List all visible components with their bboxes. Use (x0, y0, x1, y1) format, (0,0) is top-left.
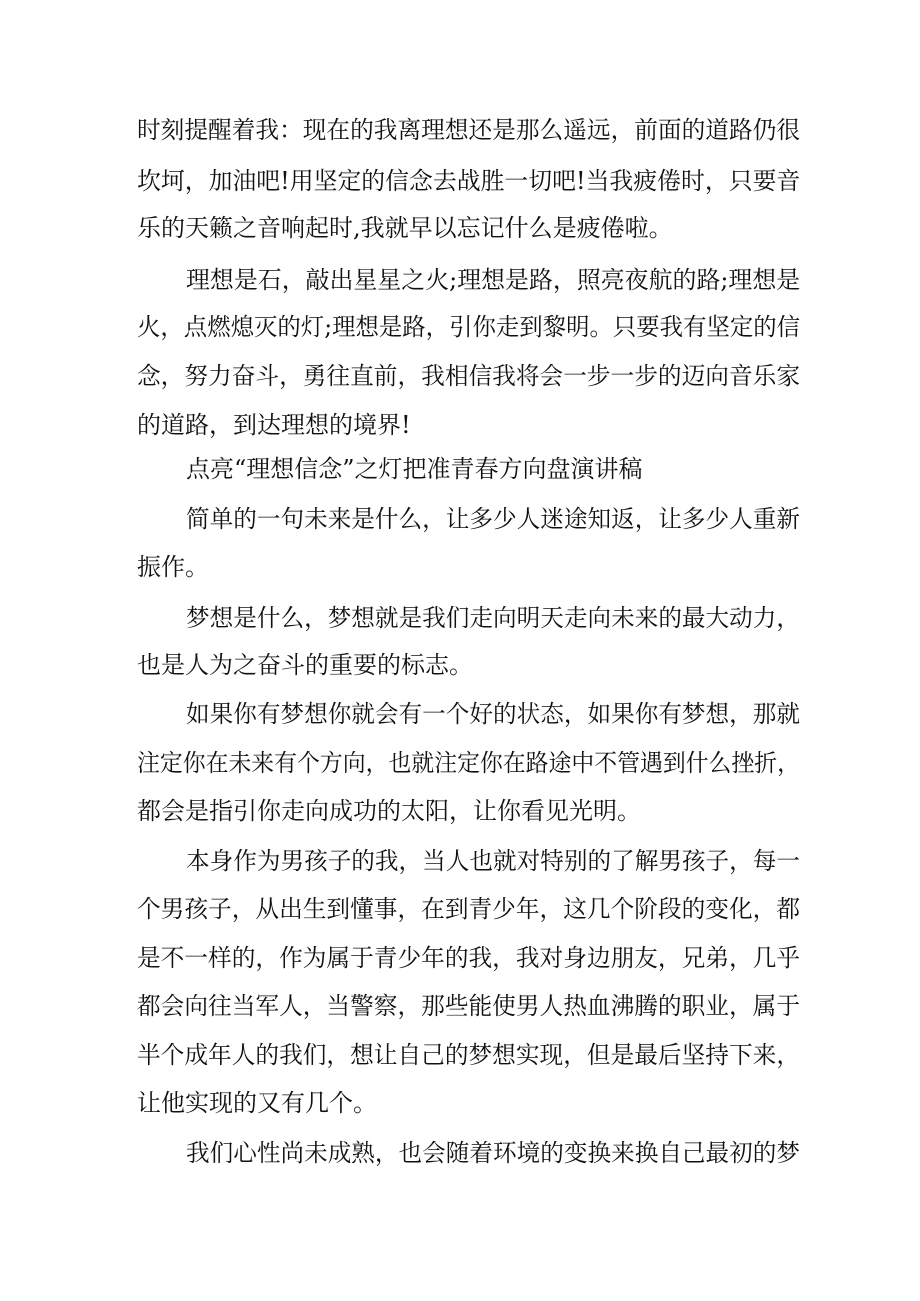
paragraph-6-line-3: 是不一样的，作为属于青少年的我，我对身边朋友，兄弟，几乎 (137, 944, 800, 972)
paragraph-6-line-5: 半个成年人的我们，想让自己的梦想实现，但是最后坚持下来， (137, 1041, 800, 1069)
paragraph-1-line-3: 乐的天籁之音响起时,我就早以忘记什么是疲倦啦。 (137, 214, 673, 242)
paragraph-7-line-1: 我们心性尚未成熟，也会随着环境的变换来换自己最初的梦 (186, 1139, 801, 1167)
paragraph-2-line-2: 火，点燃熄灭的灯;理想是路，引你走到黎明。只要我有坚定的信 (137, 313, 801, 341)
paragraph-1-line-2: 坎坷，加油吧!用坚定的信念去战胜一切吧!当我疲倦时，只要音 (137, 167, 801, 195)
paragraph-3-line-2: 振作。 (137, 553, 209, 581)
paragraph-4-line-2: 也是人为之奋斗的重要的标志。 (137, 651, 473, 679)
paragraph-5-line-3: 都会是指引你走向成功的太阳，让你看见光明。 (137, 797, 641, 825)
paragraph-5-line-1: 如果你有梦想你就会有一个好的状态，如果你有梦想，那就 (186, 700, 801, 728)
paragraph-6-line-4: 都会向往当军人，当警察，那些能使男人热血沸腾的职业，属于 (137, 992, 800, 1020)
paragraph-1-line-1: 时刻提醒着我：现在的我离理想还是那么遥远，前面的道路仍很 (137, 116, 800, 144)
paragraph-2-line-4: 的道路，到达理想的境界! (137, 411, 411, 439)
paragraph-2-line-1: 理想是石，敲出星星之火;理想是路，照亮夜航的路;理想是 (186, 266, 801, 294)
paragraph-5-line-2: 注定你在未来有个方向，也就注定你在路途中不管遇到什么挫折， (137, 749, 801, 777)
section-title: 点亮“理想信念”之灯把准青春方向盘演讲稿 (186, 455, 643, 483)
paragraph-6-line-1: 本身作为男孩子的我，当人也就对特别的了解男孩子，每一 (186, 847, 801, 875)
paragraph-6-line-6: 让他实现的又有几个。 (137, 1089, 377, 1117)
paragraph-6-line-2: 个男孩子，从出生到懂事，在到青少年，这几个阶段的变化，都 (137, 895, 800, 923)
paragraph-2-line-3: 念，努力奋斗，勇往直前，我相信我将会一步一步的迈向音乐家 (137, 362, 800, 390)
paragraph-3-line-1: 简单的一句未来是什么，让多少人迷途知返，让多少人重新 (186, 505, 801, 533)
paragraph-4-line-1: 梦想是什么，梦想就是我们走向明天走向未来的最大动力， (186, 604, 801, 632)
